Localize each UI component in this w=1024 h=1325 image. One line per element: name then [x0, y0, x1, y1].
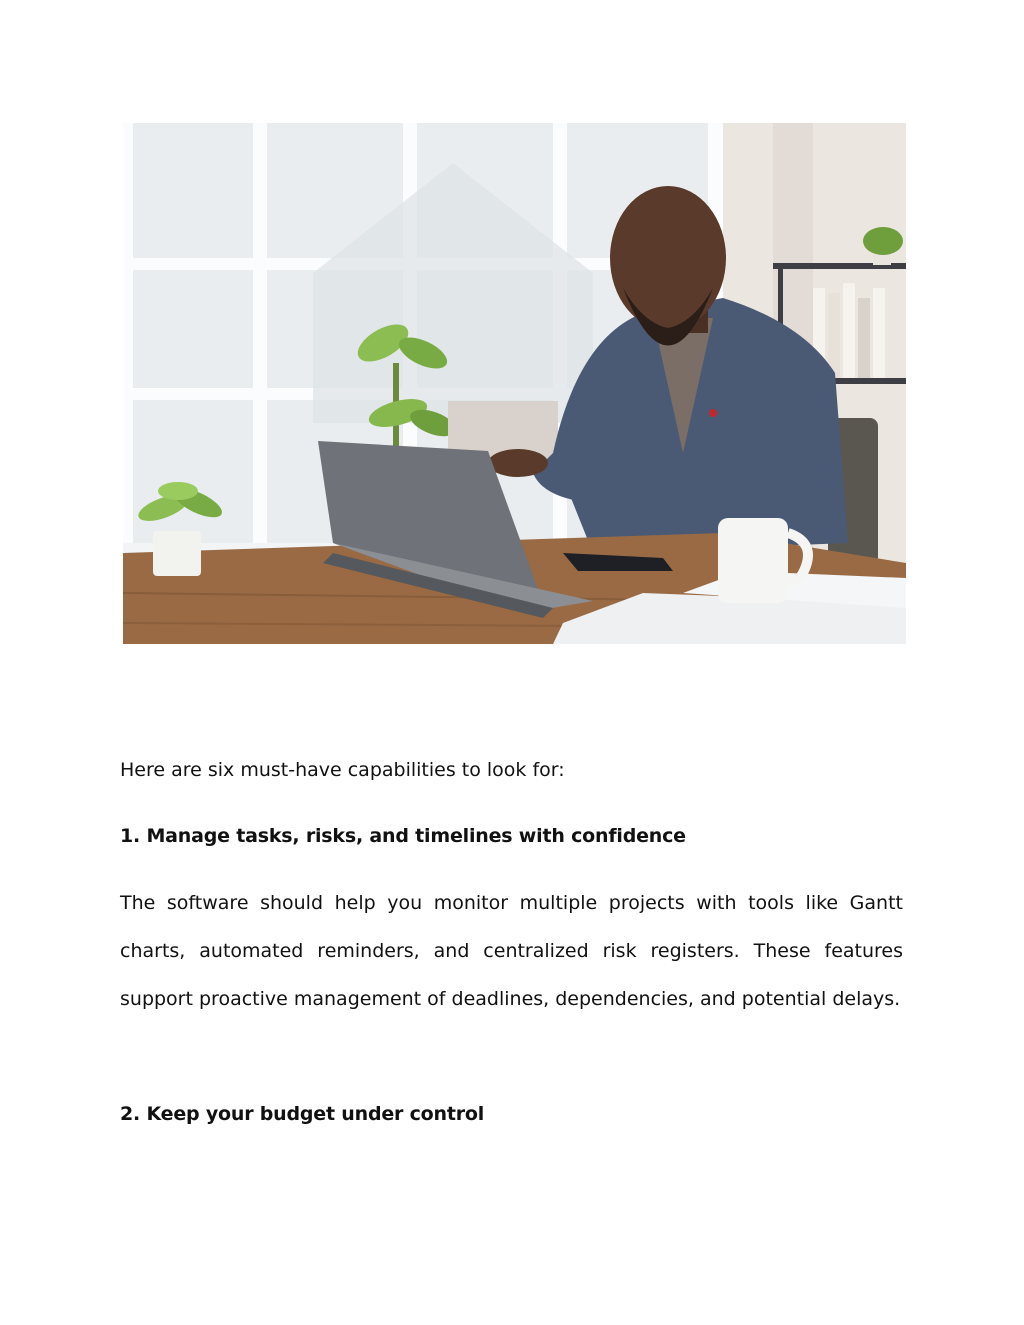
section-body-1: The software should help you monitor multiple projects with tools like Gantt charts, automated reminders, and centralized risk registers. These features support proactive management of deadlines, dependencies, and potential delays.	[120, 892, 903, 1010]
intro-text: Here are six must-have capabilities to look for:	[120, 759, 565, 781]
section-heading-1: 1. Manage tasks, risks, and timelines with confidence	[120, 825, 686, 847]
section-heading-2: 2. Keep your budget under control	[120, 1103, 485, 1125]
office-photo-illustration	[123, 123, 906, 644]
office-photo	[123, 123, 906, 644]
